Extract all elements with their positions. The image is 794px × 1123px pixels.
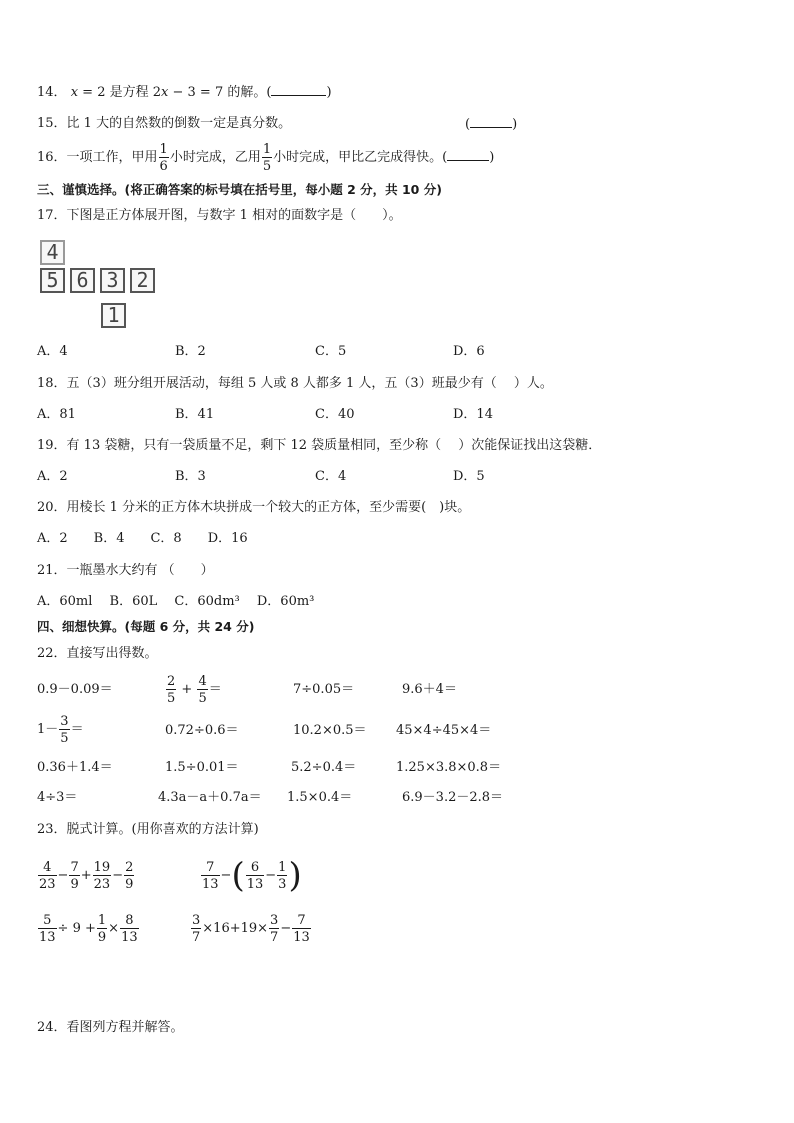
q15-answer bbox=[465, 115, 517, 134]
cube-net-figure bbox=[38, 238, 163, 336]
question-17: 17．下图是正方体展开图，与数字 1 相对的面数字是（ ）。 bbox=[37, 208, 402, 223]
q16-answer-blank[interactable] bbox=[447, 148, 489, 161]
q22-r2-d: 45×4÷45×4＝ bbox=[396, 723, 492, 738]
q16-close-paren: ) bbox=[489, 150, 495, 165]
q22-r4-c: 1.5×0.4＝ bbox=[287, 790, 353, 805]
q22-r3-a: 0.36＋1.4＝ bbox=[37, 760, 113, 775]
question-16 bbox=[37, 141, 494, 175]
q15-open-paren: ( bbox=[465, 117, 471, 132]
q22-r4-d: 6.9－3.2－2.8＝ bbox=[402, 790, 504, 805]
q22-r4-b: 4.3a－a＋0.7a＝ bbox=[158, 790, 262, 805]
q19-option-b[interactable]: B．3 bbox=[175, 469, 206, 484]
q14-close-paren: ) bbox=[326, 85, 332, 100]
q14-text-b: − 3 = 7 的解。( bbox=[172, 85, 272, 100]
question-21: 21．一瓶墨水大约有 （ ） bbox=[37, 563, 214, 578]
q16-fraction-2: $\frac{1}{5}$ bbox=[262, 141, 272, 174]
q22-r1-a: 0.9－0.09＝ bbox=[37, 682, 113, 697]
q22-r2-c: 10.2×0.5＝ bbox=[293, 723, 367, 738]
q16-fraction-1: $\frac{1}{6}$ bbox=[159, 141, 168, 174]
net-cell-3: 3 bbox=[100, 268, 125, 293]
question-22: 22．直接写出得数。 bbox=[37, 646, 158, 661]
q14-variable: x bbox=[70, 85, 79, 100]
question-19: 19．有 13 袋糖，只有一袋质量不足，剩下 12 袋质量相同，至少称（ ）次能保证找出这袋糖． bbox=[37, 438, 602, 453]
section-4-heading: 四、细想快算。(每题 6 分，共 24 分) bbox=[37, 619, 255, 634]
q17-option-b[interactable]: B．2 bbox=[175, 344, 206, 359]
q18-option-c[interactable]: C．40 bbox=[315, 407, 355, 422]
q22-r1-d: 9.6＋4＝ bbox=[402, 682, 457, 697]
q22-r4-a: 4÷3＝ bbox=[37, 790, 78, 805]
left-paren: ( bbox=[231, 855, 245, 896]
q22-r1-c: 7÷0.05＝ bbox=[293, 682, 355, 697]
q22-r3-c: 5.2÷0.4＝ bbox=[291, 760, 357, 775]
question-18: 18．五（3）班分组开展活动，每组 5 人或 8 人都多 1 人，五（3）班最少有（ ）人。 bbox=[37, 376, 553, 391]
question-15 bbox=[37, 115, 291, 133]
q16-text-a: 16．一项工作，甲用 bbox=[37, 150, 158, 165]
right-paren: ) bbox=[288, 855, 302, 896]
q17-option-c[interactable]: C．5 bbox=[315, 344, 347, 359]
q23-expression-1: $\frac{4}{23}$ − $\frac{7}{9}$ + $\frac{19}{23}$ − $\frac{2}{9}$ bbox=[39, 859, 134, 892]
q15-close-paren: ) bbox=[512, 117, 518, 132]
q18-option-b[interactable]: B．41 bbox=[175, 407, 215, 422]
net-cell-5: 5 bbox=[40, 268, 65, 293]
q16-text-b: 小时完成，乙用 bbox=[169, 150, 261, 165]
q22-r2-a: 1－ $\frac{3}{5}$ ＝ bbox=[37, 713, 84, 746]
q14-answer-blank[interactable] bbox=[271, 83, 326, 96]
q22-r2-b: 0.72÷0.6＝ bbox=[165, 723, 239, 738]
net-cell-2: 2 bbox=[130, 268, 155, 293]
q15-text: 15．比 1 大的自然数的倒数一定是真分数。 bbox=[37, 116, 292, 131]
question-20: 20．用棱长 1 分米的正方体木块拼成一个较大的正方体，至少需要( )块。 bbox=[37, 500, 471, 515]
question-23: 23．脱式计算。(用你喜欢的方法计算) bbox=[37, 822, 259, 837]
q14-number: 14． bbox=[37, 85, 67, 100]
q21-options[interactable]: A．60ml B．60L C．60dm³ D．60m³ bbox=[37, 594, 315, 609]
net-cell-1: 1 bbox=[101, 303, 126, 328]
q23-expression-3: $\frac{5}{13}$ ÷ 9 + $\frac{1}{9}$ × $\frac{8}{13}$ bbox=[39, 912, 138, 945]
section-3-heading: 三、谨慎选择。(将正确答案的标号填在括号里，每小题 2 分，共 10 分) bbox=[37, 182, 442, 197]
q17-option-d[interactable]: D．6 bbox=[453, 344, 485, 359]
q18-option-a[interactable]: A．81 bbox=[37, 407, 76, 422]
q22-r1-b: $\frac{2}{5}$ + $\frac{4}{5}$ ＝ bbox=[167, 673, 222, 706]
q18-option-d[interactable]: D．14 bbox=[453, 407, 493, 422]
q16-text-c: 小时完成，甲比乙完成得快。( bbox=[273, 150, 448, 165]
q19-option-d[interactable]: D．5 bbox=[453, 469, 485, 484]
q22-r3-d: 1.25×3.8×0.8＝ bbox=[396, 760, 502, 775]
q23-expression-2: $\frac{7}{13}$ −( $\frac{6}{13}$ − $\frac{1}{3}$ ) bbox=[202, 855, 302, 896]
q15-answer-blank[interactable] bbox=[470, 115, 512, 128]
question-24: 24．看图列方程并解答。 bbox=[37, 1020, 184, 1035]
q17-option-a[interactable]: A．4 bbox=[37, 344, 68, 359]
q14-text-a: = 2 是方程 2 bbox=[82, 85, 162, 100]
net-cell-4: 4 bbox=[40, 240, 65, 265]
q20-options[interactable]: A．2 B．4 C．8 D．16 bbox=[37, 531, 248, 546]
q23-expression-4: $\frac{3}{7}$ ×16+19× $\frac{3}{7}$ − $\frac{7}{13}$ bbox=[192, 912, 310, 945]
q22-r3-b: 1.5÷0.01＝ bbox=[165, 760, 239, 775]
question-14 bbox=[37, 83, 332, 102]
q19-option-a[interactable]: A．2 bbox=[37, 469, 68, 484]
q19-option-c[interactable]: C．4 bbox=[315, 469, 347, 484]
q14-variable-2: x bbox=[161, 85, 169, 100]
net-cell-6: 6 bbox=[70, 268, 95, 293]
